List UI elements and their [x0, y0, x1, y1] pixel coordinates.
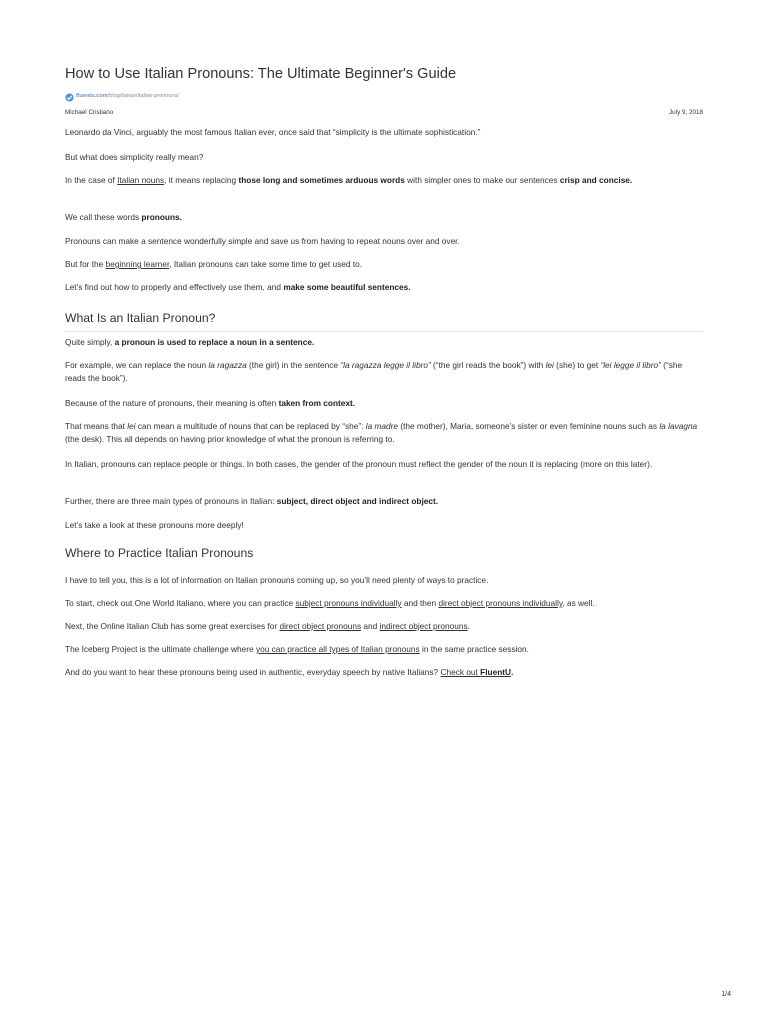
text: We call these words	[65, 212, 142, 222]
link-indirect-object-pronouns[interactable]: indirect object pronouns	[379, 621, 468, 631]
bold-text: taken from context.	[278, 398, 356, 408]
intro-paragraph-4	[65, 211, 703, 224]
bold-text: those long and sometimes arduous words	[238, 175, 405, 185]
text: (“she reads the book”).	[65, 360, 683, 384]
italic-text: la lavagna	[659, 421, 698, 431]
italic-text: la ragazza	[208, 360, 247, 370]
bold-text: crisp and concise.	[559, 175, 633, 185]
intro-paragraph-6	[65, 258, 703, 271]
text: with simpler ones to make our sentences	[404, 175, 560, 185]
text: In the case of	[65, 175, 118, 185]
link-bold-text[interactable]: FluentU	[480, 667, 512, 677]
text: , Italian pronouns can take some time to get used to.	[169, 259, 363, 269]
link-direct-object-pronouns[interactable]: direct object pronouns	[279, 621, 362, 631]
text: Quite simply,	[65, 337, 115, 347]
link-subject-pronouns[interactable]: subject pronouns individually	[295, 598, 402, 608]
bold-text: make some beautiful sentences.	[283, 282, 411, 292]
bold-text: subject, direct object and indirect object.	[276, 496, 439, 506]
text: and then	[401, 598, 439, 608]
text: (the mother), Maria, someone’s sister or even feminine nouns such as	[398, 421, 660, 431]
text: That means that	[65, 421, 128, 431]
text: But for the	[65, 259, 106, 269]
byline	[65, 106, 703, 119]
section2-paragraph-1: I have to tell you, this is a lot of information on Italian pronouns coming up, so you’ll need plenty of ways to practice.	[65, 575, 489, 585]
bold-text: pronouns.	[141, 212, 182, 222]
text: Because of the nature of pronouns, their meaning is often	[65, 398, 279, 408]
link-text[interactable]: Check out	[440, 667, 481, 677]
italic-text: lei	[127, 421, 136, 431]
section2-paragraph-3	[65, 620, 703, 633]
section2-paragraph-5	[65, 666, 703, 679]
text: (the desk). This all depends on having prior knowledge of what the pronoun is referring to.	[65, 434, 395, 445]
link-italian-nouns[interactable]: Italian nouns	[117, 175, 165, 185]
italic-text: “lei legge il libro”	[600, 360, 661, 370]
section1-paragraph-5: In Italian, pronouns can replace people or things. In both cases, the gender of the pronoun must reflect the gender of the noun it is replacing (more on this later).	[65, 459, 653, 469]
source-path[interactable]: /blog/italian/italian-pronouns/	[107, 93, 179, 100]
text: .	[511, 667, 514, 677]
section1-paragraph-3	[65, 397, 703, 410]
page-number: 1/4	[721, 991, 731, 998]
text: , it means replacing	[164, 175, 239, 185]
intro-paragraph-3	[65, 174, 703, 187]
link-direct-object-pronouns-individually[interactable]: direct object pronouns individually	[438, 598, 563, 608]
text: can mean a multitude of nouns that can be replaced by “she”:	[135, 421, 366, 431]
fluentu-logo-icon	[65, 93, 74, 102]
intro-paragraph-5: Pronouns can make a sentence wonderfully simple and save us from having to repeat nouns over and over.	[65, 236, 460, 246]
text: To start, check out One World Italiano, where you can practice	[65, 598, 296, 608]
page-title: How to Use Italian Pronouns: The Ultimate Beginner's Guide	[65, 66, 457, 82]
section-heading-where-to-practice: Where to Practice Italian Pronouns	[65, 546, 254, 560]
link-beginning-learner[interactable]: beginning learner	[105, 259, 170, 269]
text: (the girl) in the sentence	[246, 360, 341, 370]
source-domain[interactable]: fluentu.com	[76, 93, 108, 100]
link-check-out-fluentu[interactable]	[440, 667, 514, 677]
section1-paragraph-2	[65, 359, 703, 385]
section1-paragraph-7: Let’s take a look at these pronouns more deeply!	[65, 520, 244, 530]
publish-date: July 9, 2018	[669, 109, 703, 116]
italic-text: la madre	[365, 421, 399, 431]
section1-paragraph-1	[65, 336, 703, 349]
text: For example, we can replace the noun	[65, 360, 209, 370]
text: and	[361, 621, 380, 631]
italic-text: lei	[545, 360, 554, 370]
section1-paragraph-4	[65, 420, 703, 446]
intro-paragraph-7	[65, 281, 703, 294]
text: (“the girl reads the book”) with	[430, 360, 546, 370]
section1-paragraph-6	[65, 495, 703, 508]
text: Next, the Online Italian Club has some great exercises for	[65, 621, 280, 631]
text: Let’s find out how to properly and effectively use them, and	[65, 282, 284, 292]
italic-text: “la ragazza legge il libro”	[340, 360, 431, 370]
link-all-types-pronouns[interactable]: you can practice all types of Italian pronouns	[255, 644, 420, 654]
bold-text: a pronoun is used to replace a noun in a sentence.	[114, 337, 315, 347]
text: The Iceberg Project is the ultimate challenge where	[65, 644, 256, 654]
text: (she) to get	[553, 360, 601, 370]
text: , as well.	[562, 598, 595, 608]
section2-paragraph-4	[65, 643, 703, 656]
intro-paragraph-1: Leonardo da Vinci, arguably the most famous Italian ever, once said that “simplicity is the ultimate sophistication.”	[65, 127, 481, 137]
text: in the same practice session.	[419, 644, 529, 654]
intro-paragraph-2: But what does simplicity really mean?	[65, 152, 204, 162]
section-heading-what-is: What Is an Italian Pronoun?	[65, 310, 703, 332]
text: Further, there are three main types of pronouns in Italian:	[65, 496, 277, 506]
text: And do you want to hear these pronouns being used in authentic, everyday speech by native Italians?	[65, 667, 441, 677]
source-url[interactable]	[65, 91, 179, 103]
section2-paragraph-2	[65, 597, 703, 610]
author: Michael Cristiano	[65, 109, 114, 116]
text: .	[467, 621, 470, 631]
